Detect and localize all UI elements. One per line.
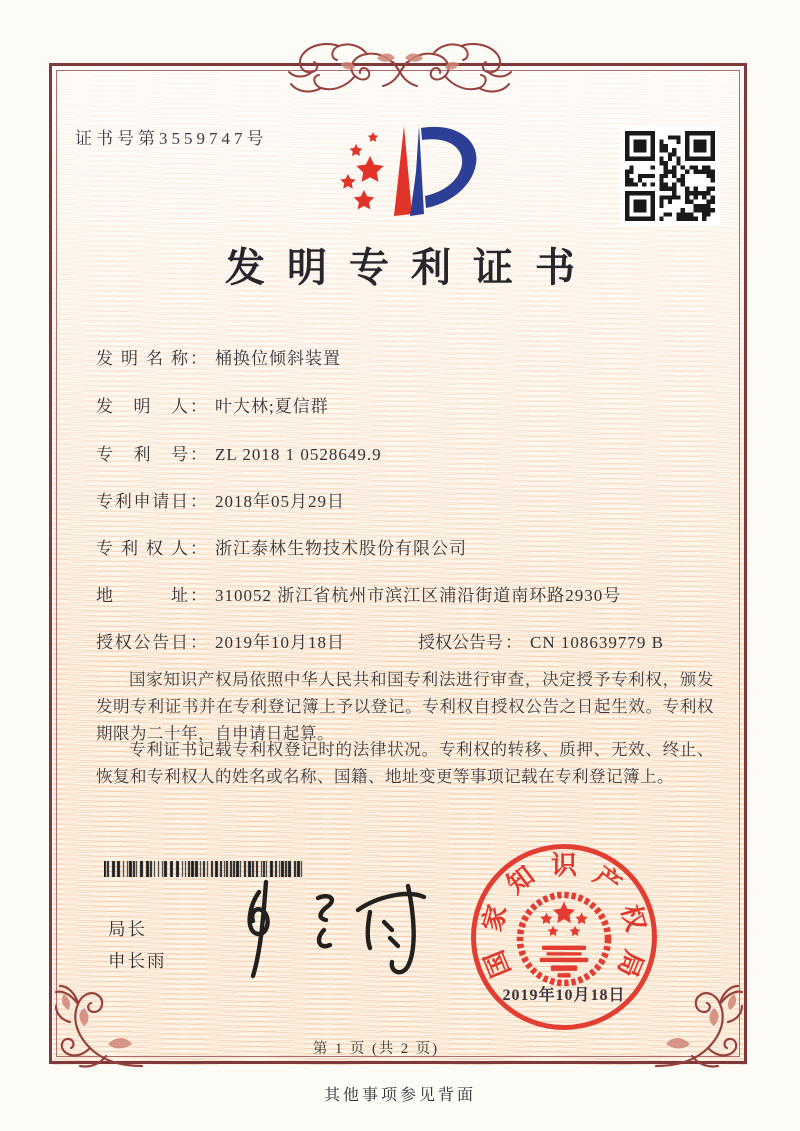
commissioner-name: 申长雨 xyxy=(108,951,167,971)
grant-statement-paragraph: 国家知识产权局依照中华人民共和国专利法进行审查，决定授予专利权，颁发发明专利证书并在专利登记簿上予以登记。专利权自授权公告之日起生效。专利权期限为二十年，自申请日起算。 xyxy=(96,670,714,743)
seal-character: 权 xyxy=(615,901,651,935)
field-label: 专利申请日 xyxy=(96,492,188,511)
field-label: 发明人 xyxy=(96,397,188,416)
field-invention-name xyxy=(96,344,341,369)
certificate-title: 发明专利证书 xyxy=(225,245,597,290)
colon: ： xyxy=(190,445,207,464)
seal-character: 识 xyxy=(550,851,577,880)
qr-code xyxy=(620,126,720,226)
field-grant-date xyxy=(96,628,664,653)
national-emblem-icon xyxy=(509,884,619,994)
seal-character: 国 xyxy=(479,946,517,982)
handwritten-signature xyxy=(212,876,442,984)
field-value: ZL 2018 1 0528649.9 xyxy=(215,445,382,464)
field-value: 310052 浙江省杭州市滨江区浦沿街道南环路2930号 xyxy=(215,586,622,605)
field-grant-number xyxy=(418,628,664,653)
cnipa-logo-icon xyxy=(318,112,488,232)
commissioner-title: 局长 xyxy=(108,919,147,939)
seal-character: 家 xyxy=(477,901,513,935)
field-label: 发明名称 xyxy=(96,349,188,368)
barcode xyxy=(104,861,306,877)
qr-code-pattern xyxy=(625,131,715,221)
page-number: 第 1 页 (共 2 页) xyxy=(312,1041,440,1057)
field-value: 叶大林;夏信群 xyxy=(215,397,329,416)
field-label: 专利号 xyxy=(96,445,188,464)
field-inventors xyxy=(96,392,329,417)
field-patent-number xyxy=(96,440,382,465)
field-value: 2019年10月18日 xyxy=(215,633,345,652)
colon: ： xyxy=(190,349,207,368)
field-value: 桶换位倾斜装置 xyxy=(215,349,341,368)
back-note: 其他事项参见背面 xyxy=(323,1087,476,1104)
certificate-number: 证书号第3559747号 xyxy=(75,129,268,148)
colon: ： xyxy=(190,633,207,652)
colon: ： xyxy=(190,539,207,558)
field-label: 授权公告号 xyxy=(418,633,503,652)
colon: ： xyxy=(190,586,207,605)
seal-character: 产 xyxy=(588,860,627,900)
colon: ： xyxy=(190,397,207,416)
field-patentee xyxy=(96,534,467,559)
field-value: 浙江泰林生物技术股份有限公司 xyxy=(215,539,467,558)
seal-character: 局 xyxy=(611,946,649,982)
field-value: CN 108639779 B xyxy=(530,633,664,652)
field-filing-date xyxy=(96,487,345,512)
seal-character: 知 xyxy=(501,860,540,900)
field-label: 专利权人 xyxy=(96,539,188,558)
field-address xyxy=(96,581,621,606)
field-label: 地址 xyxy=(96,586,188,605)
legal-status-paragraph: 专利证书记载专利权登记时的法律状况。专利权的转移、质押、无效、终止、恢复和专利权人的姓名或名称、国籍、地址变更等事项记载在专利登记簿上。 xyxy=(96,740,714,786)
field-label: 授权公告日 xyxy=(96,633,188,652)
colon: ： xyxy=(505,633,522,652)
colon: ： xyxy=(190,492,207,511)
seal-date: 2019年10月18日 xyxy=(502,987,626,1004)
field-value: 2018年05月29日 xyxy=(215,492,345,511)
